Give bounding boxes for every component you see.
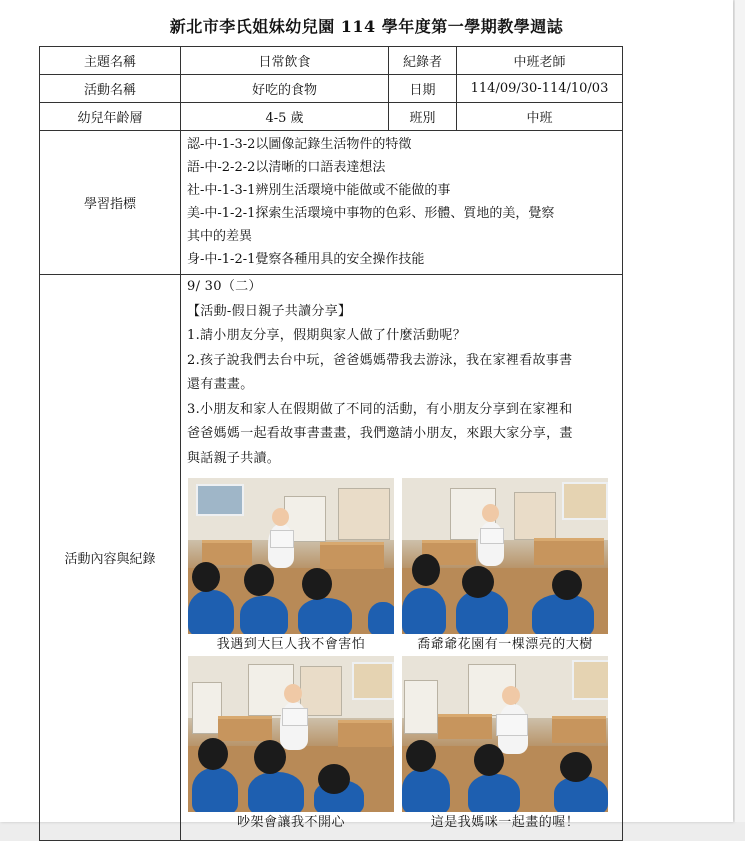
theme-label: 主題名稱 [40,47,181,75]
class-value: 中班 [457,103,623,131]
photo-caption: 吵架會讓我不開心 [236,815,345,830]
classroom-photo [402,478,608,634]
photo-caption: 這是我媽咪一起畫的喔！ [430,815,580,830]
row-objectives [40,131,623,275]
content-line: 1.請小朋友分享，假期與家人做了什麼活動呢？ [187,328,467,343]
row-age [40,103,623,131]
photo-block [188,656,394,834]
row-theme [40,47,623,75]
date-label: 日期 [389,75,457,103]
age-value: 4-5 歲 [181,103,389,131]
objective-line: 語-中-2-2-2以清晰的口語表達想法 [187,160,386,175]
activity-label: 活動名稱 [40,75,181,103]
viewer-margin [735,0,745,822]
activity-value: 好吃的食物 [181,75,389,103]
teaching-log-table [39,46,623,841]
content-heading: 【活動-假日親子共讀分享】 [187,303,352,319]
recorder-label: 紀錄者 [389,47,457,75]
photo-caption: 喬爺爺花園有一棵漂亮的大樹 [417,637,593,652]
content-line: 2.孩子說我們去台中玩，爸爸媽媽帶我去游泳，我在家裡看故事書 [187,352,573,368]
objective-line: 認-中-1-3-2以圖像記錄生活物件的特徵 [187,137,412,152]
content-line: 還有畫畫。 [187,377,254,392]
date-value: 114/09/30-114/10/03 [457,75,623,103]
content-date: 9/ 30（二） [187,279,262,294]
row-activity [40,75,623,103]
objective-line: 美-中-1-2-1探索生活環境中事物的色彩、形體、質地的美，覺察 [187,206,555,221]
photo-block [402,478,608,656]
objectives-list [181,131,623,275]
theme-value: 日常飲食 [181,47,389,75]
content-line: 與話親子共讀。 [187,450,281,466]
content-label: 活動內容與紀錄 [40,275,181,841]
document-title: 新北市李氏姐妹幼兒園 114 學年度第一學期教學週誌 [169,17,564,36]
content-body [181,275,623,841]
classroom-photo [188,478,394,634]
objective-line: 其中的差異 [187,229,253,244]
recorder-value: 中班老師 [457,47,623,75]
classroom-photo [188,656,394,812]
photo-block [402,656,608,834]
photo-block [188,478,394,656]
content-line: 爸爸媽媽一起看故事書畫畫，我們邀請小朋友，來跟大家分享，畫 [187,426,573,441]
photo-grid [188,478,616,834]
content-line: 3.小朋友和家人在假期做了不同的活動，有小朋友分享到在家裡和 [187,401,573,417]
row-content [40,275,623,841]
classroom-photo [402,656,608,812]
photo-caption: 我遇到大巨人我不會害怕 [216,637,366,652]
objective-line: 社-中-1-3-1辨別生活環境中能做或不能做的事 [187,183,451,198]
class-label: 班別 [389,103,457,131]
objectives-label: 學習指標 [40,131,181,275]
objective-line: 身-中-1-2-1覺察各種用具的安全操作技能 [187,252,425,267]
age-label: 幼兒年齡層 [40,103,181,131]
